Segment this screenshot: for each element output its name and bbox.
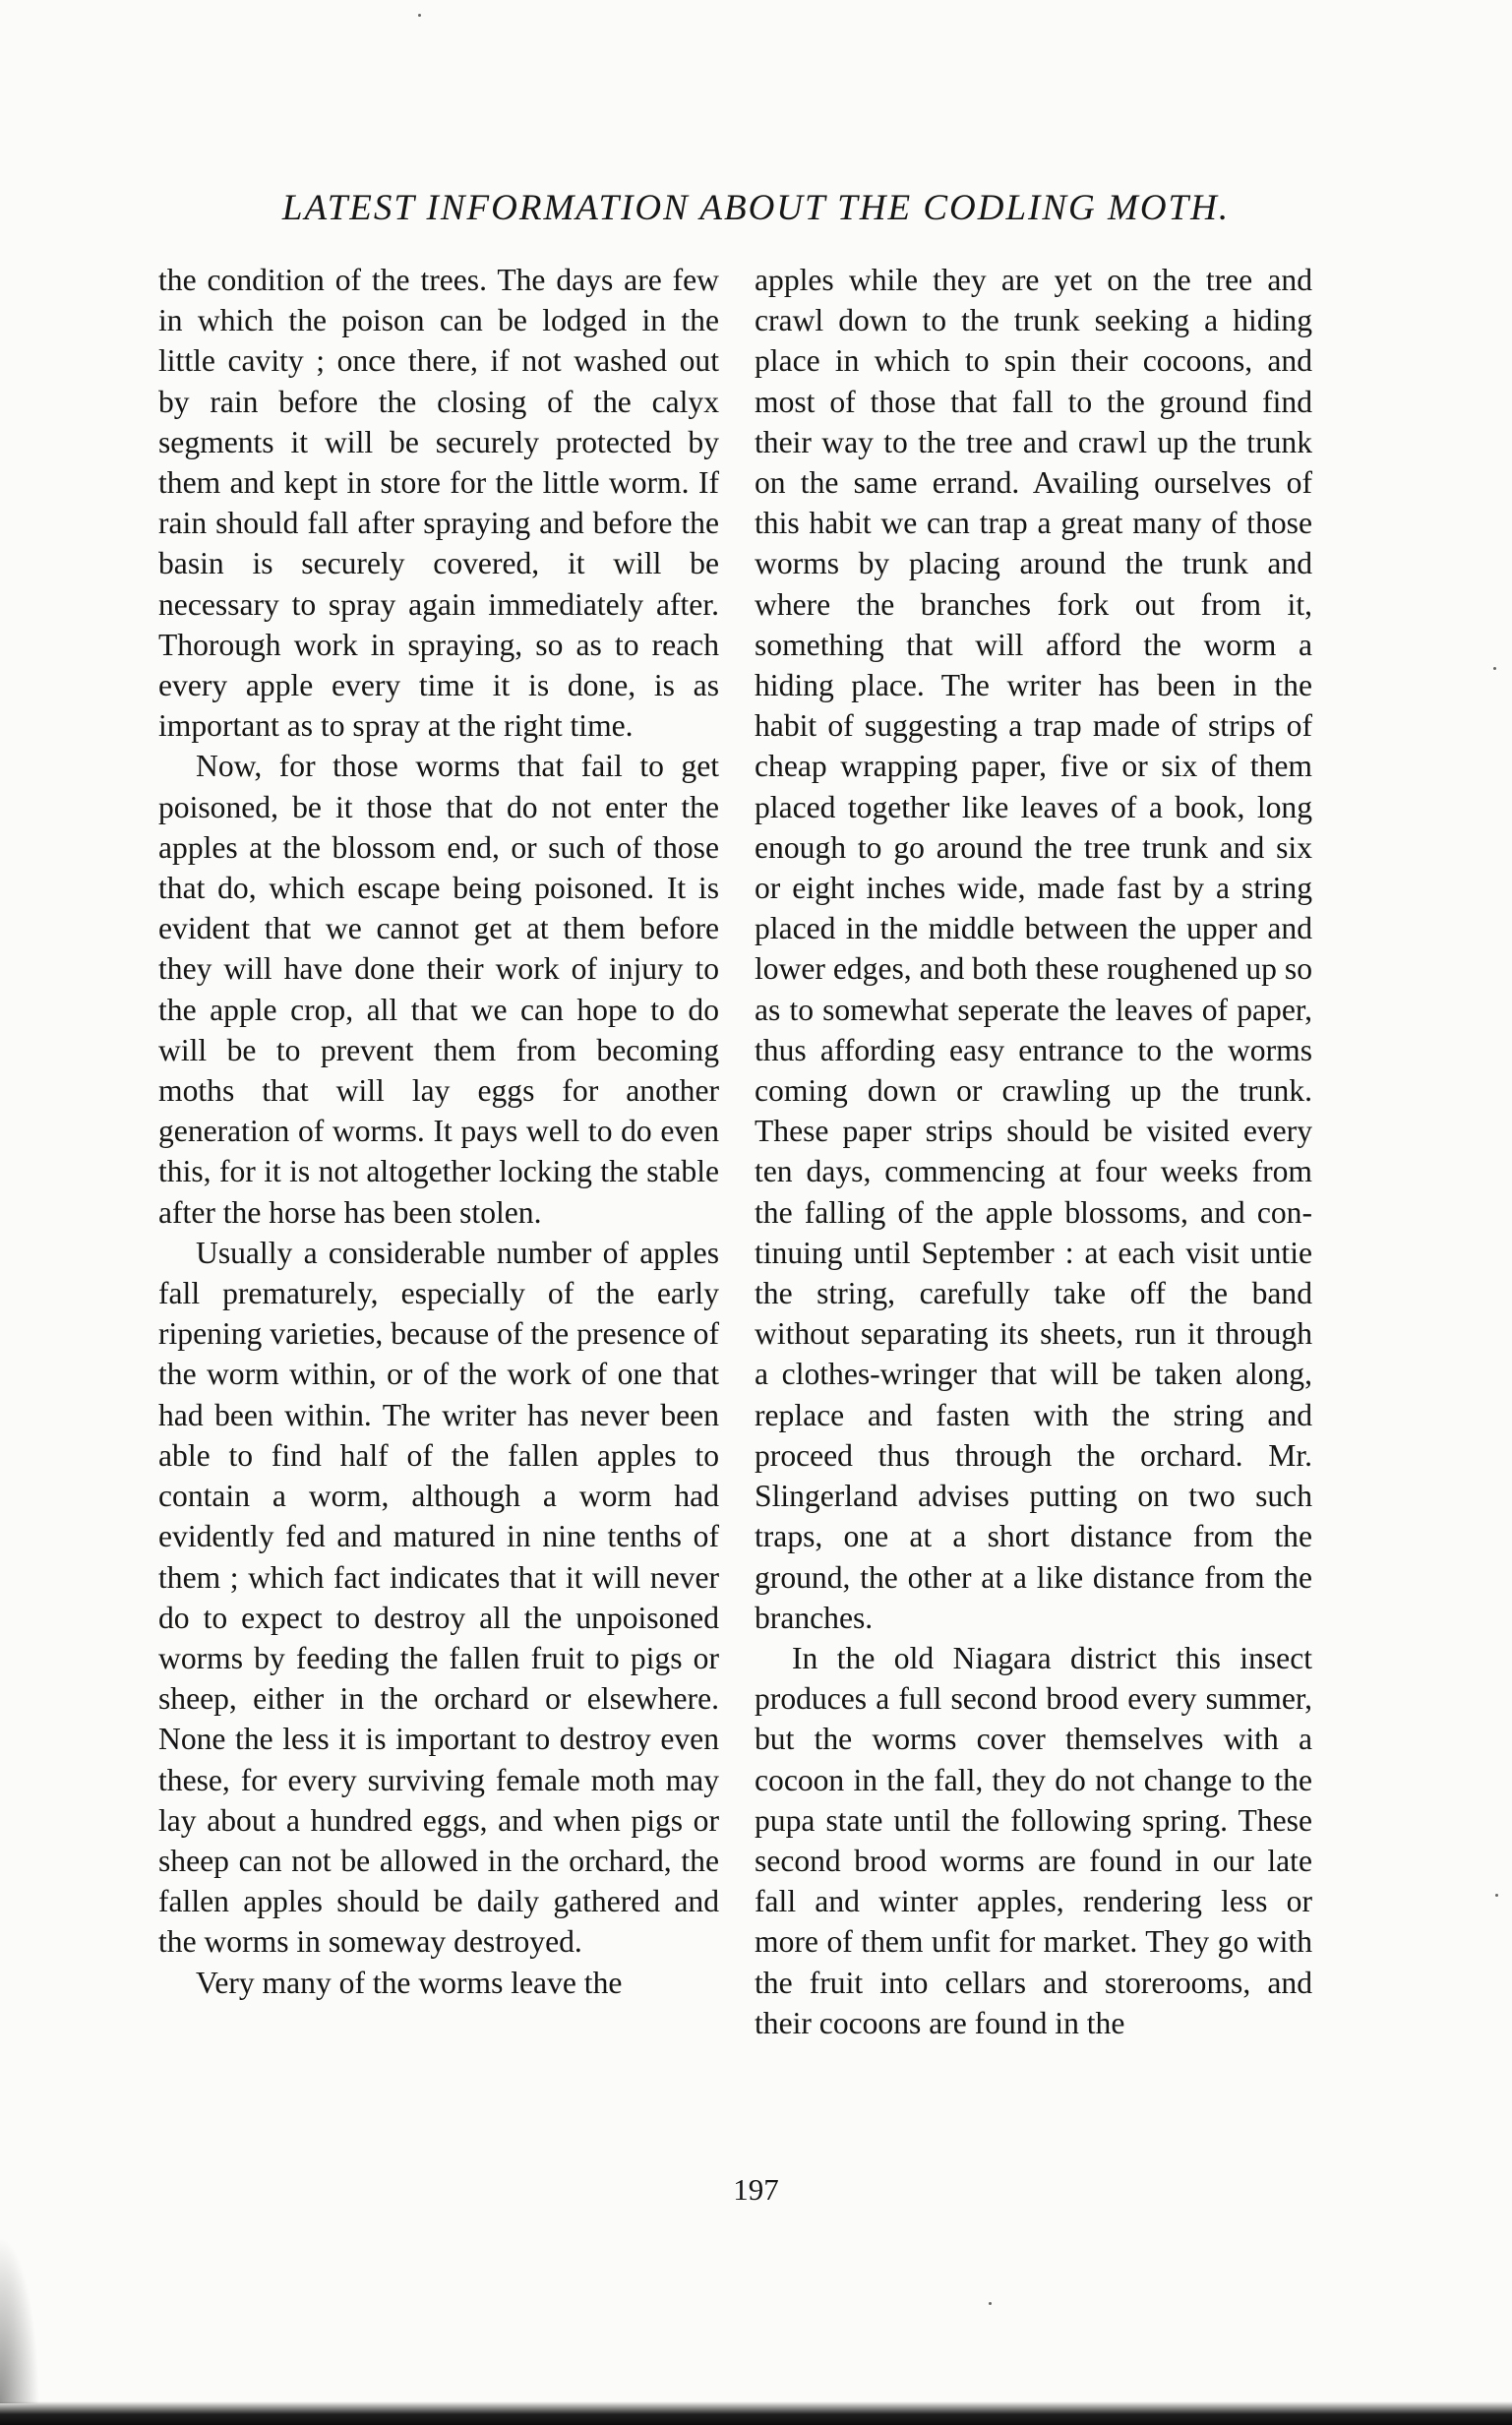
- paper-speck: [989, 2302, 992, 2305]
- left-paragraph-4: Very many of the worms leave the: [196, 1965, 623, 2000]
- page-number: 197: [733, 2172, 779, 2207]
- page-edge-smudge: [0, 2236, 39, 2403]
- paper-speck: [1495, 1894, 1498, 1897]
- running-head: LATEST INFORMATION ABOUT THE CODLING MOTH.: [281, 188, 1231, 228]
- left-paragraph-1: the condition of the trees. The days are few in which the poison can be lodged in the little cavity ; once there, if not washed out by rain before the closing of the calyx segments it will be securely protected by them and kept in store for the little worm. If rain should fall after spraying and before the basin is securely covered, it will be necessary to spray again immediately after. Thorough work in spraying, so as to reach every apple every time it is done, is as important as to spray at the right time.: [158, 263, 719, 744]
- left-paragraph-3: Usually a considerable number of apples fall prematurely, especially of the early ripening varieties, because of the presence of the worm within, or of the work of one that had been within. The writer has never been able to find half of the fallen apples to contain a worm, although a worm had evidently fed and matured in nine tenths of them ; which fact indicates that it will never do to expect to destroy all the unpoisoned worms by feeding the fallen fruit to pigs or sheep, either in the orchard or elsewhere. None the less it is important to destroy even these, for every surviving female moth may lay about a hundred eggs, and when pigs or sheep can not be allowed in the orchard, the fallen apples should be daily gathered and the worms in someway destroyed.: [158, 1235, 719, 1960]
- right-paragraph-1: apples while they are yet on the tree and crawl down to the trunk seeking a hiding place in which to spin their cocoons, and most of those that fall to the ground find their way to the tree and crawl up the trunk on the same errand. Availing ourselves of this habit we can trap a great many of those worms by placing around the trunk and where the branches fork out from it, something that will afford the worm a hiding place. The writer has been in the habit of suggesting a trap made of strips of cheap wrapping paper, five or six of them placed together like leaves of a book, long enough to go around the tree trunk and six or eight inches wide, made fast by a string placed in the middle between the upper and lower edges, and both these roughened up so as to somewhat seperate the leaves of paper, thus affording easy entrance to the worms coming down or crawling up the trunk. These paper strips should be visited every ten days, commencing at four weeks from the falling of the apple blossoms, and continuing until September : at each visit untie the string, carefully take off the band without separating its sheets, run it through a clothes-wringer that will be taken along, replace and fasten with the string and proceed thus through the orchard. Mr. Slingerland advises putting on two such traps, one at a short distance from the ground, the other at a like distance from the branches.: [755, 263, 1312, 1635]
- right-paragraph-2: In the old Niagara district this insect produces a full second brood every summer, but the worms cover themselves with a cocoon in the fall, they do not change to the pupa state until the following spring. These second brood worms are found in our late fall and winter apples, rendering less or more of them unfit for market. They go with the fruit into cellars and storerooms, and their cocoons are found in the: [755, 1640, 1312, 2040]
- right-column: [755, 260, 1312, 2043]
- paper-speck: [418, 14, 421, 17]
- left-column: [158, 260, 719, 2003]
- left-paragraph-2: Now, for those worms that fail to get poisoned, be it those that do not enter the apples at the blossom end, or such of those that do, which escape being poisoned. It is evident that we cannot get at them before they will have done their work of injury to the apple crop, all that we can hope to do will be to prevent them from becoming moths that will lay eggs for another generation of worms. It pays well to do even this, for it is not altogether locking the stable after the horse has been stolen.: [158, 749, 719, 1230]
- paper-speck: [1493, 667, 1496, 670]
- scan-bottom-edge: [0, 2401, 1512, 2425]
